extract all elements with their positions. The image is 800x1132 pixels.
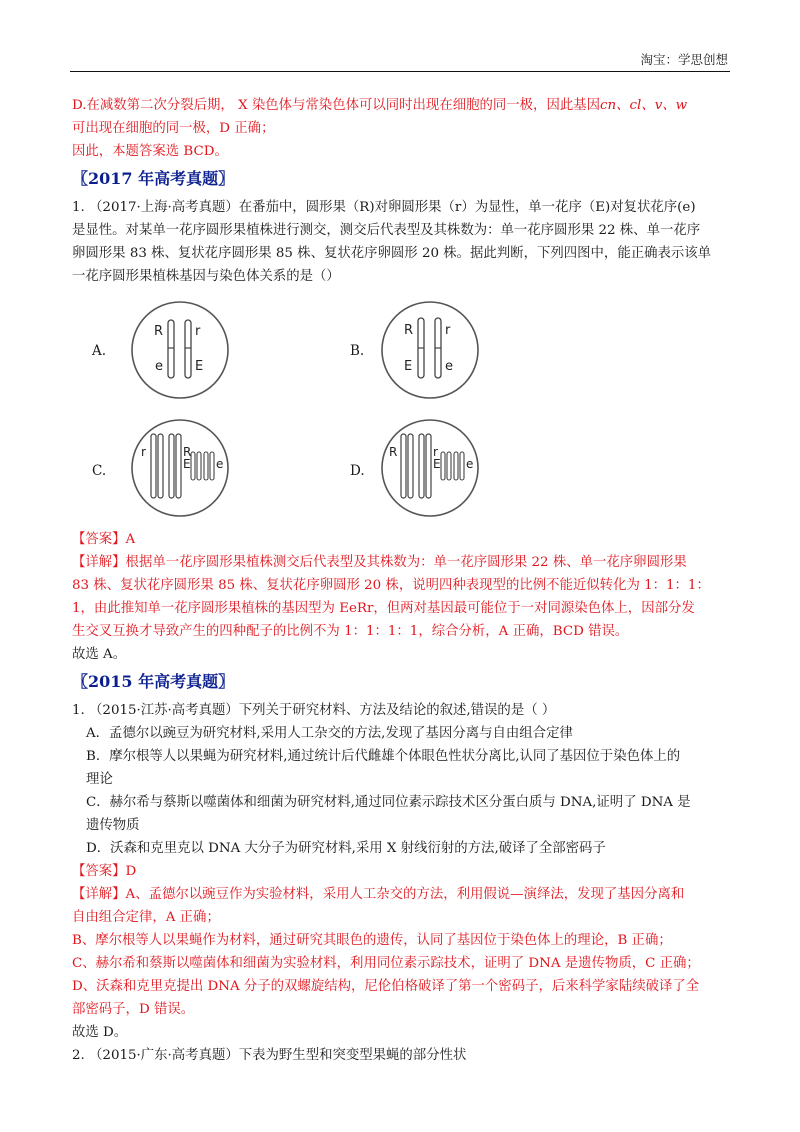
text-line: 可出现在细胞的同一极，D 正确；	[72, 121, 275, 137]
gene-label: e	[216, 456, 224, 471]
gene-label: E	[183, 456, 191, 471]
explanation-line: 【详解】A、孟德尔以豌豆作为实验材料，采用人工杂交的方法，利用假说—演绎法，发现了基因分离和	[72, 887, 685, 903]
section-title-text: 〖2017 年高考真题〗	[72, 169, 235, 189]
option-b-cont: 理论	[86, 771, 113, 787]
gene-label: R	[154, 323, 164, 339]
explanation-line: 生交叉互换才导致产生的四种配子的比例不为 1：1：1：1，综合分析，A 正确，BCD 错误。	[72, 624, 629, 640]
question-stem: 一花序圆形果植株基因与染色体关系的是（）	[72, 268, 340, 284]
page-header: 淘宝：学思创想	[640, 52, 728, 67]
gene-list: cn、cl、v、w	[600, 98, 688, 113]
section-title-2015	[72, 668, 732, 696]
gene-label: r	[433, 444, 438, 459]
explanation-line: 自由组合定律，A 正确；	[72, 910, 220, 926]
gene-label: e	[466, 456, 474, 471]
gene-label: r	[445, 322, 451, 338]
question-stem: 1. （2017·上海·高考真题）在番茄中，圆形果（R)对卵圆形果（r）为显性，单一花序（E)对复状花序(e)	[72, 199, 696, 215]
explanation-line: 部密码子，D 错误。	[72, 1002, 195, 1018]
section-title-2017	[72, 165, 732, 193]
question-stem: 卵圆形果 83 株、复状花序圆形果 85 株、复状花序卵圆形 20 株。据此判断，下列四图中，能正确表示该单	[72, 245, 712, 261]
option-c: C．赫尔希与蔡斯以噬菌体和细菌为研究材料,通过同位素示踪技术区分蛋白质与 DNA,证明了 DNA 是	[86, 794, 691, 810]
explanation-line: B、摩尔根等人以果蝇作为材料，通过研究其眼色的遗传，认同了基因位于染色体上的理论，B 正确；	[72, 933, 672, 949]
cell-diagram-a	[128, 298, 232, 402]
section-title-text: 〖2015 年高考真题〗	[72, 672, 235, 692]
cell-diagram-c	[128, 416, 232, 520]
gene-label: R	[404, 322, 414, 338]
option-d: D．沃森和克里克以 DNA 大分子为研究材料,采用 X 射线衍射的方法,破译了全部密码子	[86, 840, 606, 856]
text-line: D.在减数第二次分裂后期， X 染色体与常染色体可以同时出现在细胞的同一极，因此基因	[72, 98, 601, 113]
gene-label: E	[433, 456, 441, 471]
gene-label: R	[183, 444, 192, 459]
gene-label: e	[445, 358, 453, 374]
option-c-cont: 遗传物质	[86, 817, 140, 833]
gene-label: E	[404, 358, 413, 374]
explanation-line: C、赫尔希和蔡斯以噬菌体和细菌为实验材料，利用同位素示踪技术，证明了 DNA 是遗传物质，C 正确；	[72, 956, 700, 972]
conclusion: 故选 A。	[72, 647, 127, 663]
option-a: A．孟德尔以豌豆为研究材料,采用人工杂交的方法,发现了基因分离与自由组合定律	[86, 725, 573, 741]
conclusion: 故选 D。	[72, 1025, 128, 1041]
question-stem: 1. （2015·江苏·高考真题）下列关于研究材料、方法及结论的叙述,错误的是（ ）	[72, 702, 556, 718]
option-label-d: D.	[350, 462, 365, 479]
explanation-line: 【详解】根据单一花序圆形果植株测交后代表型及其株数为：单一花序圆形果 22 株、单一花序卵圆形果	[72, 554, 687, 570]
text-line: 因此，本题答案选 BCD。	[72, 144, 228, 160]
question-stem: 是显性。对某单一花序圆形果植株进行测交，测交后代表型及其株数为：单一花序圆形果 22 株、单一花序	[72, 222, 701, 238]
option-label-c: C.	[92, 462, 107, 479]
question-stem: 2. （2015·广东·高考真题）下表为野生型和突变型果蝇的部分性状	[72, 1048, 467, 1064]
option-label-b: B.	[350, 342, 365, 359]
answer-figures	[72, 296, 732, 524]
explanation-line: D、沃森和克里克提出 DNA 分子的双螺旋结构，尼伦伯格破译了第一个密码子，后来科学家陆续破译了全	[72, 979, 700, 995]
explanation-line: 83 株、复状花序圆形果 85 株、复状花序卵圆形 20 株，说明四种表现型的比例不能近似转化为 1：1：1：	[72, 577, 710, 593]
option-label-a: A.	[92, 342, 107, 359]
cell-diagram-d	[378, 416, 482, 520]
option-b: B．摩尔根等人以果蝇为研究材料,通过统计后代雌雄个体眼色性状分离比,认同了基因位于染色体上的	[86, 748, 681, 764]
answer-label: 【答案】A	[72, 531, 136, 547]
header-rule	[70, 71, 730, 72]
gene-label: r	[141, 444, 146, 459]
page-content	[72, 94, 732, 1067]
gene-label: r	[195, 323, 201, 339]
explanation-line: 1，由此推知单一花序圆形果植株的基因型为 EeRr，但两对基因最可能位于一对同源染色体上，因部分发	[72, 600, 695, 616]
gene-label: E	[195, 358, 204, 374]
gene-label: e	[155, 358, 163, 374]
cell-diagram-b	[378, 298, 482, 402]
gene-label: R	[389, 444, 398, 459]
option-d-explanation	[72, 94, 732, 117]
answer-label: 【答案】D	[72, 863, 137, 879]
